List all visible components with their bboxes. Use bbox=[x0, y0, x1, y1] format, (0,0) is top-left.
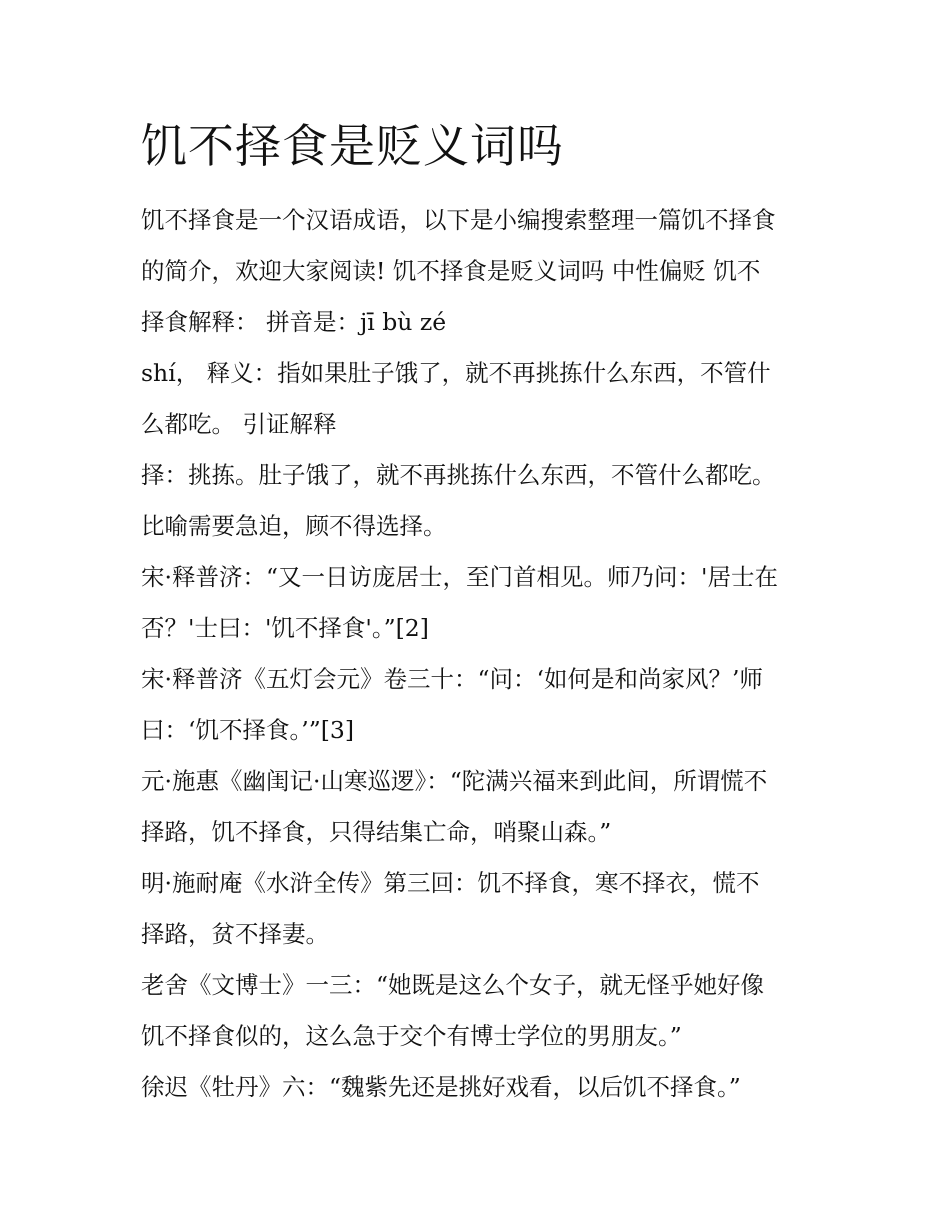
text-line: 明·施耐庵《水浒全传》第三回：饥不择食，寒不择衣，慌不 bbox=[141, 869, 760, 897]
text-line: 择路，贫不择妻。 bbox=[141, 920, 329, 948]
text-line: 择食解释： 拼音是：jī bù zé bbox=[141, 308, 447, 336]
text-line: 么都吃。 引证解释 bbox=[141, 410, 337, 438]
text-line: 饥不择食是一个汉语成语，以下是小编搜索整理一篇饥不择食 bbox=[141, 206, 776, 234]
text-line: 的简介，欢迎大家阅读! 饥不择食是贬义词吗 中性偏贬 饥不 bbox=[141, 257, 761, 285]
text-line: 元·施惠《幽闺记·山寒巡逻》：“陀满兴福来到此间，所谓慌不 bbox=[141, 767, 768, 795]
text-line: shí， 释义：指如果肚子饿了，就不再挑拣什么东西，不管什 bbox=[141, 359, 771, 387]
text-line: 老舍《文博士》一三：“她既是这么个女子，就无怪乎她好像 bbox=[141, 971, 765, 999]
text-line: 宋·释普济：“又一日访庞居士，至门首相见。师乃问：'居士在 bbox=[141, 563, 778, 591]
text-line: 饥不择食似的，这么急于交个有博士学位的男朋友。” bbox=[141, 1022, 682, 1050]
text-line: 曰：‘饥不择食。’”[3] bbox=[141, 716, 354, 744]
text-line: 徐迟《牡丹》六：“魏紫先还是挑好戏看，以后饥不择食。” bbox=[141, 1073, 741, 1101]
page-title: 饥不择食是贬义词吗 bbox=[141, 119, 564, 173]
text-line: 宋·释普济《五灯会元》卷三十：“问：‘如何是和尚家风？’师 bbox=[141, 665, 763, 693]
text-line: 比喻需要急迫，顾不得选择。 bbox=[141, 512, 447, 540]
text-line: 择：挑拣。肚子饿了，就不再挑拣什么东西，不管什么都吃。 bbox=[141, 461, 776, 489]
text-line: 择路，饥不择食，只得结集亡命，哨聚山森。” bbox=[141, 818, 612, 846]
text-line: 否？'士曰：'饥不择食'。”[2] bbox=[141, 614, 429, 642]
